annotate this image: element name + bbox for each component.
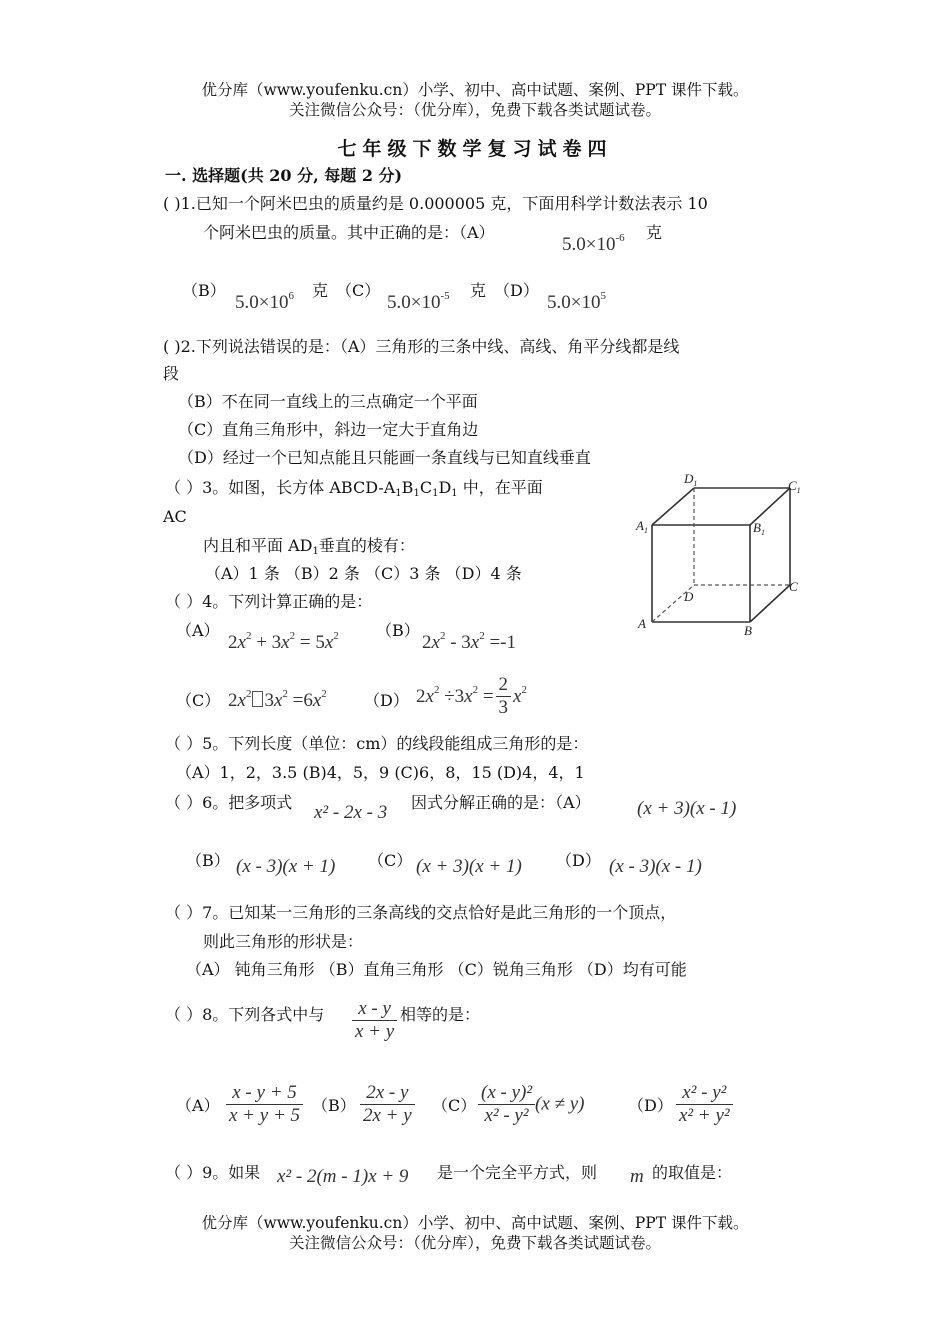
q9-expression: x² - 2(m - 1)x + 9 <box>277 1166 409 1187</box>
operator-glyph <box>252 691 263 707</box>
q1-line-1: ( )1.已知一个阿米巴虫的质量约是 0.000005 克，下面用科学计数法表示 10 <box>163 194 708 213</box>
footer-line-2: 关注微信公众号：（优分库），免费下载各类试题试卷。 <box>288 1234 661 1252</box>
q9-line-1-mid: 是一个完全平方式，则 <box>437 1163 598 1182</box>
q1-unit-a: 克 <box>646 223 663 242</box>
svg-text:A1: $A_1$ <box>636 518 648 535</box>
q1-unit-c: 克 <box>470 281 487 300</box>
q4-option-a-label: （A） <box>176 621 220 640</box>
q1-option-c-label: （C） <box>336 281 381 300</box>
q4-option-c-formula: $2x^2$ $3x^2 =6x^2$ <box>228 688 327 711</box>
q2-option-d: （D）经过一个已知点能且只能画一条直线与已知直线垂直 <box>178 448 591 467</box>
q1-option-a-formula: $5.0\times 10^{-6}$ <box>562 232 625 255</box>
q8-option-a-label: （A） <box>176 1096 220 1115</box>
q7-line-1: （ ）7。已知某一三角形的三条高线的交点恰好是此三角形的一个顶点， <box>165 903 677 922</box>
header-line-1: 优分库（www.youfenku.cn）小学、初中、高中试题、案例、PPT 课件下载。 <box>201 81 749 99</box>
svg-text:D1: $D_1$ <box>684 471 698 488</box>
q4-line-1: （ ）4。下列计算正确的是： <box>165 592 373 611</box>
q1-option-d-formula: $5.0\times 10^5$ <box>547 290 606 313</box>
q4-option-b-formula: $2x^2 - 3x^2 =-1$ <box>422 630 516 653</box>
q2-option-c: （C）直角三角形中，斜边一定大于直角边 <box>178 420 479 439</box>
section-heading: 一. 选择题(共 20 分, 每题 2 分) <box>165 166 403 185</box>
q8-line-1-start: （ ）8。下列各式中与 <box>165 1005 325 1024</box>
q7-line-2: 则此三角形的形状是： <box>203 932 364 951</box>
q3-line-3: 内且和平面 $AD_1$垂直的棱有： <box>203 536 415 557</box>
svg-text:C1: $C_1$ <box>788 478 801 495</box>
label-b: B <box>744 623 752 638</box>
q1-option-d-label: （D） <box>494 281 539 300</box>
q4-option-d-formula: $2x^2 \div 3x^2$ = $\frac{2}{3}$ $x^2$ <box>416 674 527 718</box>
q4-option-c-label: （C） <box>176 691 221 710</box>
q2-line-1: ( )2.下列说法错误的是：（A）三角形的三条中线、高线、角平分线都是线 <box>163 337 680 356</box>
q6-line-1-start: （ ）6。把多项式 <box>165 793 293 812</box>
q1-option-c-formula: $5.0\times 10^{-5}$ <box>387 290 450 313</box>
q2-option-b: （B）不在同一直线上的三点确定一个平面 <box>178 392 478 411</box>
q3-line-1: （ ）3。如图，长方体 ABCD-$A_1B_1C_1D_1$ 中，在平面 <box>165 478 543 499</box>
q4-option-d-label: （D） <box>364 691 409 710</box>
q3-line-2: AC <box>163 507 187 526</box>
label-d: D <box>684 589 694 604</box>
q6-line-1-end: 因式分解正确的是：（A） <box>411 793 591 812</box>
q9-line-1-start: （ ）9。如果 <box>165 1163 261 1182</box>
q5-line-1: （ ）5。下列长度（单位：cm）的线段能组成三角形的是： <box>165 734 589 753</box>
q1-option-b-label: （B） <box>182 281 226 300</box>
q1-unit-b: 克 <box>312 281 329 300</box>
label-a: A <box>638 616 646 631</box>
q5-options: （A）1，2，3.5 (B)4，5，9 (C)6，8，15 (D)4，4，1 <box>176 763 585 782</box>
q6-option-d: (x - 3)(x - 1) <box>609 856 702 877</box>
cuboid-figure <box>632 470 808 640</box>
q8-option-b: $\frac{2x - y}{2x + y}$ <box>360 1082 415 1127</box>
q1-line-2: 个阿米巴虫的质量。其中正确的是：（A） <box>203 223 495 242</box>
q7-options: （A） 钝角三角形 （B）直角三角形 （C）锐角三角形 （D）均有可能 <box>186 960 687 979</box>
q6-option-a: (x + 3)(x - 1) <box>637 798 737 819</box>
page-title: 七年级下数学复习试卷四 <box>337 138 613 160</box>
q6-option-b: (x - 3)(x + 1) <box>236 856 336 877</box>
q4-option-a-formula: $2x^2 + 3x^2 = 5x^2$ <box>228 630 339 653</box>
label-a1: A <box>636 518 644 533</box>
q9-variable-m: m <box>630 1166 644 1187</box>
q8-option-c-label: （C） <box>432 1096 477 1115</box>
q9-line-1-end: 的取值是： <box>652 1163 733 1182</box>
q6-option-c: (x + 3)(x + 1) <box>416 856 522 877</box>
q1-option-b-formula: $5.0\times 10^6$ <box>235 290 294 313</box>
q6-option-d-label: （D） <box>556 851 601 870</box>
q6-polynomial: x² - 2x - 3 <box>314 802 388 823</box>
label-d1: D <box>684 471 694 486</box>
q8-option-d: $\frac{\text{x² - y²}}{\text{x² + y²}}$ <box>676 1082 733 1127</box>
q3-options: （A）1 条 （B）2 条 （C）3 条 （D）4 条 <box>205 564 522 583</box>
q8-option-b-label: （B） <box>312 1096 356 1115</box>
header-line-2: 关注微信公众号：（优分库），免费下载各类试题试卷。 <box>288 101 661 119</box>
label-b1: B <box>753 520 761 535</box>
q2-line-2: 段 <box>163 364 180 383</box>
q8-option-c: $\frac{\text{(x - y)²}}{\text{x² - y²}}$ (x ≠ y) <box>478 1082 585 1127</box>
label-c: C <box>789 579 798 594</box>
q8-option-d-label: （D） <box>628 1096 673 1115</box>
q6-option-c-label: （C） <box>368 851 413 870</box>
q8-line-1-end: 相等的是： <box>400 1005 481 1024</box>
footer-line-1: 优分库（www.youfenku.cn）小学、初中、高中试题、案例、PPT 课件下载。 <box>201 1214 749 1232</box>
label-c1: C <box>788 478 797 493</box>
q4-option-b-label: （B） <box>376 621 420 640</box>
q8-option-a: $\frac{x - y + 5}{x + y + 5}$ <box>226 1082 303 1127</box>
svg-text:B1: $B_1$ <box>753 520 765 537</box>
q8-fraction: $\frac{x - y}{x + y}$ <box>352 998 397 1043</box>
q6-option-b-label: （B） <box>186 851 230 870</box>
